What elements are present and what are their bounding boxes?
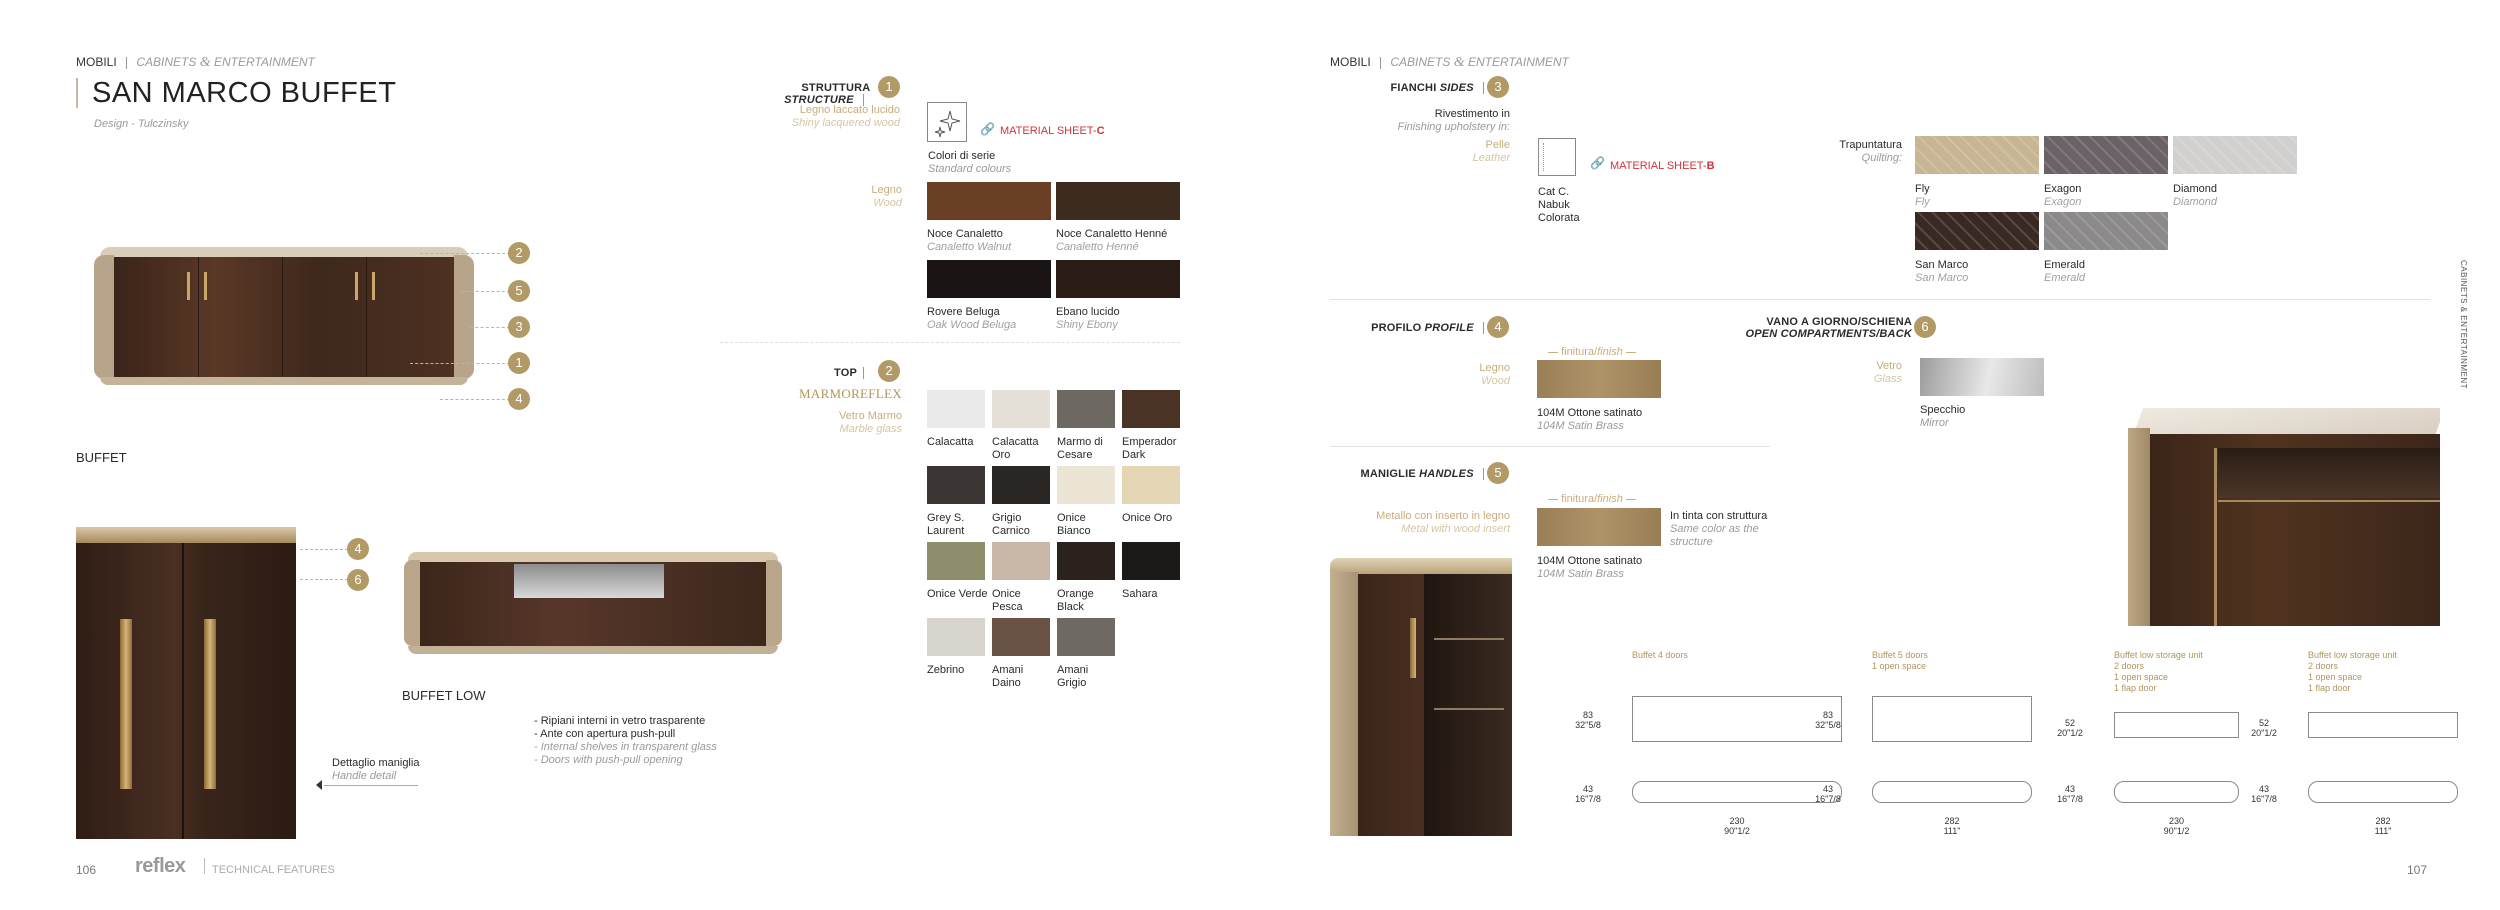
footer-brand: reflex bbox=[135, 855, 186, 877]
height-dim: 52 20"1/2 bbox=[2057, 718, 2083, 738]
pattern-name-en: San Marco bbox=[1915, 272, 1969, 284]
pelle-it: Pelle bbox=[1485, 139, 1510, 151]
wood-swatch-label bbox=[927, 306, 1016, 332]
handle-detail-it: Dettaglio maniglia bbox=[332, 757, 420, 769]
buffet-image bbox=[94, 247, 474, 387]
buffet-low-notes bbox=[534, 715, 717, 767]
struttura-finish-en: Shiny lacquered wood bbox=[791, 117, 900, 129]
material-sheet-link-b[interactable]: MATERIAL SHEET-B bbox=[1610, 160, 1715, 172]
marble-swatch-label: Marmo di Cesare bbox=[1057, 436, 1103, 461]
arrow-line bbox=[324, 785, 418, 786]
quilting-swatch-label bbox=[2173, 183, 2217, 209]
profilo-brass-swatch[interactable] bbox=[1537, 360, 1661, 398]
vano-vetro: Vetro Glass bbox=[1873, 360, 1902, 385]
side-tab: CABINETS & ENTERTAINMENT bbox=[2459, 260, 2468, 390]
marble-swatch-label: Grey S. Laurent bbox=[927, 512, 965, 537]
pattern-name: Exagon bbox=[2044, 183, 2082, 195]
wood-swatch[interactable] bbox=[927, 260, 1051, 298]
struttura-finish bbox=[760, 104, 900, 130]
title-rule bbox=[76, 78, 78, 108]
quilting-swatch[interactable] bbox=[1915, 136, 2039, 174]
marble-swatch-label: Onice Verde bbox=[927, 588, 988, 600]
quilting-it: Trapuntatura bbox=[1839, 139, 1902, 151]
leather-category: Cat C. Nabuk Colorata bbox=[1538, 186, 1580, 224]
quilting-en: Quilting: bbox=[1861, 152, 1902, 164]
wood-swatch[interactable] bbox=[927, 182, 1051, 220]
pelle-label bbox=[1450, 139, 1510, 165]
height-dim: 83 32"5/8 bbox=[1575, 710, 1601, 730]
fianchi-en: SIDES bbox=[1439, 82, 1474, 94]
upholstery-label bbox=[1380, 108, 1510, 134]
buffet-low-label: BUFFET LOW bbox=[402, 688, 486, 703]
vetro-marmo bbox=[780, 410, 902, 436]
pattern-name: San Marco bbox=[1915, 259, 1969, 271]
quilting-swatch-label bbox=[2044, 183, 2081, 209]
header-category: MOBILI bbox=[76, 55, 117, 69]
colors-it: Colori di serie bbox=[928, 150, 996, 162]
pattern-name: Diamond bbox=[2173, 183, 2218, 195]
maniglie-it: MANIGLIE bbox=[1360, 468, 1416, 480]
standard-colours bbox=[928, 150, 1011, 176]
note-line-1-en: - Internal shelves in transparent glass bbox=[534, 741, 717, 753]
wood-swatch-label bbox=[927, 228, 1011, 254]
maniglie-en: HANDLES bbox=[1419, 468, 1474, 480]
top-it: TOP bbox=[833, 367, 857, 379]
profilo-en: PROFILE bbox=[1424, 322, 1474, 334]
maniglie-title bbox=[1340, 468, 1490, 480]
note-line-1: - Ripiani interni in vetro trasparente bbox=[534, 715, 706, 727]
front-elevation bbox=[2114, 712, 2239, 738]
maniglie-finitura: finitura/finish bbox=[1548, 493, 1636, 506]
drawing-title: Buffet 4 doors bbox=[1632, 650, 1688, 660]
legno-label bbox=[840, 184, 902, 210]
buffet-low-image bbox=[404, 552, 782, 656]
pattern-name-en: Emerald bbox=[2044, 272, 2085, 284]
marble-swatch[interactable] bbox=[1057, 542, 1115, 580]
wood-swatch-label bbox=[1056, 228, 1167, 254]
quilting-swatch[interactable] bbox=[2173, 136, 2297, 174]
drawing-title: Buffet low storage unit 2 doors 1 open space 1 flap door bbox=[2308, 650, 2397, 693]
wood-name: Rovere Beluga bbox=[927, 306, 1000, 318]
quilting-swatch[interactable] bbox=[1915, 212, 2039, 250]
wood-name-en: Shiny Ebony bbox=[1056, 319, 1118, 331]
marble-swatch[interactable] bbox=[1122, 390, 1180, 428]
depth-dim: 43 16"7/8 bbox=[2057, 784, 2083, 804]
struttura-it: STRUTTURA bbox=[801, 82, 870, 94]
header-amp: & bbox=[199, 55, 211, 70]
mirror-label: Specchio Mirror bbox=[1920, 404, 1966, 429]
wood-name-en: Canaletto Henné bbox=[1056, 241, 1139, 253]
width-dim: 282 111" bbox=[1943, 816, 1961, 836]
pattern-name-en: Fly bbox=[1915, 196, 1930, 208]
profilo-swatch-label: 104M Ottone satinato 104M Satin Brass bbox=[1537, 407, 1643, 432]
marble-swatch[interactable] bbox=[927, 542, 985, 580]
section-divider bbox=[720, 342, 1180, 343]
header-sub2-r: ENTERTAINMENT bbox=[1467, 55, 1569, 69]
marble-swatch[interactable] bbox=[927, 618, 985, 656]
footer-divider bbox=[204, 858, 205, 874]
section-num-5: 5 bbox=[1487, 462, 1509, 484]
legno-en: Wood bbox=[873, 197, 902, 209]
marble-swatch-label: Orange Black bbox=[1057, 588, 1094, 613]
header-sub-r: CABINETS bbox=[1390, 55, 1451, 69]
section-num-4: 4 bbox=[1487, 316, 1509, 338]
section-num-1: 1 bbox=[878, 76, 900, 98]
top-plan bbox=[2308, 781, 2458, 803]
struttura-finish-it: Legno laccato lucido bbox=[799, 104, 900, 116]
header-sub: CABINETS bbox=[136, 55, 197, 69]
fianchi-it: FIANCHI bbox=[1390, 82, 1437, 94]
handle-detail-caption bbox=[332, 757, 419, 783]
wood-swatch[interactable] bbox=[1056, 260, 1180, 298]
maniglie-swatch-label: 104M Ottone satinato 104M Satin Brass bbox=[1537, 555, 1643, 580]
link-icon-b[interactable]: 🔗 bbox=[1590, 156, 1605, 170]
buffet-label: BUFFET bbox=[76, 450, 127, 465]
marble-swatch-label: Onice Pesca bbox=[992, 588, 1023, 613]
vano-title bbox=[1700, 316, 1912, 340]
arrow-left-icon bbox=[316, 780, 322, 790]
footer-page-left: 106 bbox=[76, 863, 97, 877]
sparkle-swatch-icon bbox=[927, 102, 967, 142]
maniglie-brass-swatch[interactable] bbox=[1537, 508, 1661, 546]
footer-page-right: 107 bbox=[2407, 863, 2428, 877]
buffet-low-photo bbox=[2128, 408, 2440, 626]
width-dim: 230 90"1/2 bbox=[2163, 816, 2190, 836]
pattern-name: Fly bbox=[1915, 183, 1930, 195]
wood-name: Ebano lucido bbox=[1056, 306, 1120, 318]
callout-4: 4 bbox=[508, 388, 530, 410]
quilting-swatch-label bbox=[2044, 259, 2085, 285]
width-dim: 282 111" bbox=[2374, 816, 2392, 836]
vano-en: OPEN COMPARTMENTS/BACK bbox=[1745, 328, 1912, 340]
marble-swatch-label: Sahara bbox=[1122, 588, 1158, 600]
note-line-2: - Ante con apertura push-pull bbox=[534, 728, 676, 740]
upholstery-en: Finishing upholstery in: bbox=[1397, 121, 1510, 133]
top-plan bbox=[2114, 781, 2239, 803]
fianchi-title bbox=[1340, 82, 1490, 94]
note-line-2-en: - Doors with push-pull opening bbox=[534, 754, 683, 766]
marble-swatch-label: Zebrino bbox=[927, 664, 965, 676]
wood-name-en: Canaletto Walnut bbox=[927, 241, 1012, 253]
maniglie-note: In tinta con struttura Same color as the structure bbox=[1670, 510, 1768, 548]
quilting-swatch[interactable] bbox=[2044, 136, 2168, 174]
depth-dim: 43 16"7/8 bbox=[1575, 784, 1601, 804]
profilo-title bbox=[1340, 322, 1490, 334]
detail-callout-4: 4 bbox=[347, 538, 369, 560]
pattern-name-en: Exagon bbox=[2044, 196, 2082, 208]
struttura-en: STRUCTURE bbox=[784, 94, 854, 106]
marble-swatch[interactable] bbox=[1057, 390, 1115, 428]
drawing-title: Buffet 5 doors 1 open space bbox=[1872, 650, 1928, 671]
profilo-finitura: finitura/finish bbox=[1548, 346, 1636, 359]
vetro-en: Marble glass bbox=[839, 423, 902, 435]
front-elevation bbox=[2308, 712, 2458, 738]
leather-swatch-icon bbox=[1538, 138, 1576, 176]
marble-swatch[interactable] bbox=[992, 542, 1050, 580]
section-num-2: 2 bbox=[878, 360, 900, 382]
colors-en: Standard colours bbox=[928, 163, 1012, 175]
designer: Design - Tulczinsky bbox=[94, 118, 189, 130]
page-title: SAN MARCO BUFFET bbox=[92, 77, 397, 109]
marble-swatch[interactable] bbox=[927, 466, 985, 504]
right-divider-2 bbox=[1330, 446, 1770, 447]
marble-swatch-label: Calacatta bbox=[927, 436, 974, 448]
marble-swatch[interactable] bbox=[1057, 618, 1115, 656]
marble-swatch[interactable] bbox=[992, 618, 1050, 656]
depth-dim: 43 16"7/8 bbox=[2251, 784, 2277, 804]
quilting-swatch-label bbox=[1915, 183, 1930, 209]
quilting-swatch[interactable] bbox=[2044, 212, 2168, 250]
wood-swatch[interactable] bbox=[1056, 182, 1180, 220]
pattern-name-en: Diamond bbox=[2173, 196, 2218, 208]
drawing-title: Buffet low storage unit 2 doors 1 open space 1 flap door bbox=[2114, 650, 2203, 693]
maniglie-metal: Metallo con inserto in legno Metal with wood insert bbox=[1376, 510, 1510, 535]
section-num-3: 3 bbox=[1487, 76, 1509, 98]
marble-swatch[interactable] bbox=[1122, 542, 1180, 580]
marble-swatch-label: Amani Daino bbox=[992, 664, 1024, 689]
wood-name-en: Oak Wood Beluga bbox=[927, 319, 1017, 331]
marble-swatch-label: Onice Bianco bbox=[1057, 512, 1091, 537]
top-plan bbox=[1872, 781, 2032, 803]
marble-swatch[interactable] bbox=[1122, 466, 1180, 504]
mirror-swatch[interactable] bbox=[1920, 358, 2044, 396]
section-num-6: 6 bbox=[1914, 316, 1936, 338]
material-sheet-link-c[interactable]: MATERIAL SHEET-C bbox=[1000, 125, 1105, 137]
marble-swatch-label: Onice Oro bbox=[1122, 512, 1173, 524]
legno-it: Legno bbox=[871, 184, 902, 196]
callout-2: 2 bbox=[508, 242, 530, 264]
marble-swatch[interactable] bbox=[992, 466, 1050, 504]
top-title bbox=[790, 367, 870, 379]
width-dim: 230 90"1/2 bbox=[1724, 816, 1750, 836]
right-divider-1 bbox=[1330, 299, 2430, 300]
marble-swatch[interactable] bbox=[992, 390, 1050, 428]
profilo-it: PROFILO bbox=[1371, 322, 1422, 334]
struttura-title bbox=[730, 82, 870, 106]
detail-callout-6: 6 bbox=[347, 569, 369, 591]
marmoreflex-logo: MARMOREFLEX bbox=[799, 386, 902, 401]
profilo-legno: Legno Wood bbox=[1479, 362, 1510, 387]
footer-section: TECHNICAL FEATURES bbox=[212, 864, 335, 876]
page-header-right bbox=[1330, 55, 1569, 71]
marble-swatch-label: Emperador Dark bbox=[1122, 436, 1177, 461]
handle-detail-photo bbox=[76, 527, 296, 839]
marble-swatch-label: Calacatta Oro bbox=[992, 436, 1039, 461]
height-dim: 83 32"5/8 bbox=[1815, 710, 1841, 730]
vano-it: VANO A GIORNO/SCHIENA bbox=[1766, 316, 1912, 328]
callout-5: 5 bbox=[508, 280, 530, 302]
quilting-swatch-label bbox=[1915, 259, 1968, 285]
header-sub2: ENTERTAINMENT bbox=[213, 55, 315, 69]
wood-name: Noce Canaletto Henné bbox=[1056, 228, 1168, 240]
marble-swatch[interactable] bbox=[1057, 466, 1115, 504]
front-elevation bbox=[1872, 696, 2032, 742]
marble-swatch-label: Amani Grigio bbox=[1057, 664, 1089, 689]
header-amp-r: & bbox=[1453, 55, 1465, 70]
pattern-name: Emerald bbox=[2044, 259, 2085, 271]
depth-dim: 43 16"7/8 bbox=[1815, 784, 1841, 804]
header-category-r: MOBILI bbox=[1330, 55, 1371, 69]
wood-swatch-label bbox=[1056, 306, 1120, 332]
open-cabinet-photo bbox=[1330, 558, 1512, 836]
callout-3: 3 bbox=[508, 316, 530, 338]
marble-swatch[interactable] bbox=[927, 390, 985, 428]
handle-detail-en: Handle detail bbox=[332, 770, 397, 782]
vetro-it: Vetro Marmo bbox=[839, 410, 902, 422]
quilting-label bbox=[1800, 139, 1902, 165]
height-dim: 52 20"1/2 bbox=[2251, 718, 2277, 738]
callout-1: 1 bbox=[508, 352, 530, 374]
wood-name: Noce Canaletto bbox=[927, 228, 1003, 240]
page-header-left bbox=[76, 55, 315, 71]
link-icon[interactable]: 🔗 bbox=[980, 122, 995, 136]
pelle-en: Leather bbox=[1472, 152, 1510, 164]
upholstery-it: Rivestimento in bbox=[1434, 108, 1510, 120]
marble-swatch-label: Grigio Carnico bbox=[992, 512, 1030, 537]
